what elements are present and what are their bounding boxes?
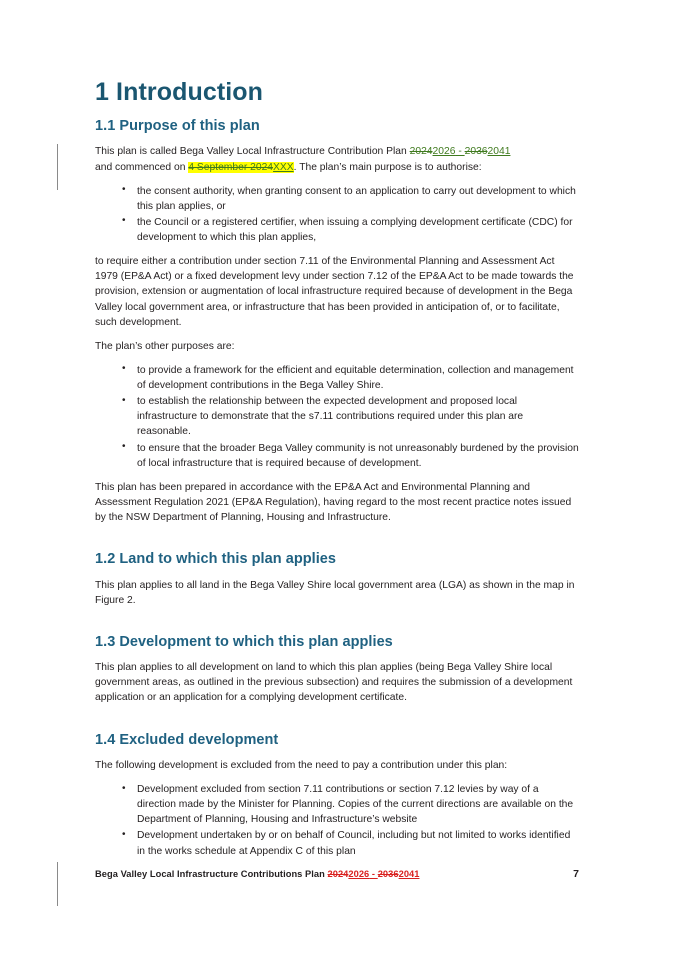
- document-content: [95, 78, 579, 868]
- section-heading-1-3: 1.3 Development to which this plan applies: [95, 633, 393, 650]
- paragraph-preparation: This plan has been prepared in accordance with the EP&A Act and Environmental Planning and Assessment Regulation 2021 (EP&A Regulation), having regard to the most recent practice notes issued by the NSW Department of Planning, Housing and Infrastructure.: [95, 481, 572, 524]
- section-heading-1-1: 1.1 Purpose of this plan: [95, 118, 260, 134]
- purpose-bullet-list: [95, 184, 579, 246]
- paragraph-other-purposes-lead: The plan’s other purposes are:: [95, 340, 235, 352]
- inserted-commencement-date: XXX: [273, 161, 294, 173]
- commenced-tail: . The plan’s main purpose is to authorise:: [293, 161, 482, 173]
- list-item: • to ensure that the broader Bega Valley community is not unreasonably burdened by the provision of local infrastructure that is required because of development.: [122, 441, 579, 471]
- deleted-commencement-date: 4 September 2024: [188, 161, 274, 173]
- paragraph-development-applies: This plan applies to all development on land to which this plan applies (being Bega Valley Shire local government areas, as outlined in the previous subsection) and requires the submission of a development application or an application for a complying development certificate.: [95, 662, 573, 704]
- section-heading-1-2: 1.2 Land to which this plan applies: [95, 551, 337, 568]
- footer-deleted-year-from: 2024: [327, 869, 349, 879]
- inserted-year-to: 2041: [487, 146, 511, 158]
- footer-title: [95, 869, 419, 879]
- change-bar-footer: [57, 862, 58, 906]
- list-item: • to establish the relationship between the expected development and proposed local infrastructure to demonstrate that the s7.11 contributions required under this plan are reasonable.: [122, 394, 579, 439]
- commenced-lead: and commenced on: [95, 161, 189, 173]
- list-item: • Development undertaken by or on behalf of Council, including but not limited to works identified in the works schedule at Appendix C of this plan: [122, 828, 579, 858]
- page-title: 1 Introduction: [95, 78, 264, 106]
- footer-inserted-year-from: 2026: [348, 869, 370, 879]
- plan-name-lead: This plan is called Bega Valley Local Infrastructure Contribution Plan: [95, 146, 410, 158]
- other-purposes-bullet-list: [95, 363, 579, 471]
- paragraph-plan-name: [95, 144, 579, 174]
- page-footer: [95, 868, 579, 880]
- inserted-year-from: 2026: [432, 146, 456, 158]
- list-item: • the Council or a registered certifier, when issuing a complying development certificate (CDC) for development to which this plan applies,: [122, 215, 579, 245]
- range-separator: -: [455, 146, 465, 158]
- paragraph-requirement: to require either a contribution under section 7.11 of the Environmental Planning and Assessment Act 1979 (EP&A Act) or a fixed development levy under section 7.12 of the EP&A Act to be made towards the provision, extension or augmentation of local infrastructure required because of development in the Bega Valley local government area, or infrastructure that has been provided in anticipation of, or to facilitate, such development.: [95, 256, 574, 328]
- footer-inserted-year-to: 2041: [398, 869, 420, 879]
- list-item: • to provide a framework for the efficient and equitable determination, collection and management of development contributions in the Bega Valley Shire.: [122, 363, 579, 393]
- footer-title-text: Bega Valley Local Infrastructure Contributions Plan: [95, 869, 328, 879]
- footer-deleted-year-to: 2036: [377, 869, 399, 879]
- page-number: 7: [573, 868, 579, 880]
- deleted-year-to: 2036: [464, 146, 488, 158]
- paragraph-land-applies: This plan applies to all land in the Bega Valley Shire local government area (LGA) as shown in the map in Figure 2.: [95, 579, 575, 606]
- footer-range-separator: -: [369, 869, 378, 879]
- excluded-development-bullet-list: [95, 782, 579, 859]
- change-bar-body: [57, 144, 58, 190]
- deleted-year-from: 2024: [409, 146, 433, 158]
- list-item: • the consent authority, when granting consent to an application to carry out development to which this plan applies, or: [122, 184, 579, 214]
- section-heading-1-4: 1.4 Excluded development: [95, 731, 279, 748]
- paragraph-excluded-lead: The following development is excluded from the need to pay a contribution under this plan:: [95, 759, 508, 771]
- list-item: • Development excluded from section 7.11 contributions or section 7.12 levies by way of a direction made by the Minister for Planning. Copies of the current directions are available on the Department of Planning, Housing and Infrastructure’s website: [122, 782, 579, 827]
